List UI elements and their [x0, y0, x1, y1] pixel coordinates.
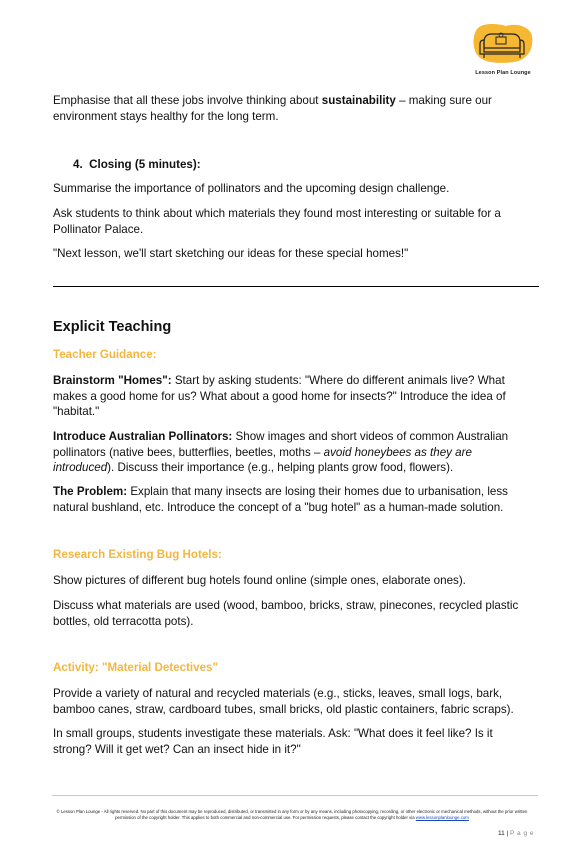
brainstorm-label: Brainstorm "Homes": [53, 374, 172, 387]
activity-heading: Activity: "Material Detectives" [53, 661, 218, 674]
activity-p2: In small groups, students investigate these materials. Ask: "What does it feel like? Is it strong? Will it get wet? Can an insect hide in it?" [53, 727, 493, 756]
brainstorm-text: Start by asking students: "Where do different animals live? What makes a good home for us? What about a good home for insects?" Introduce the idea of "habitat." [53, 374, 506, 418]
logo-text: Lesson Plan Lounge [475, 70, 531, 76]
sustainability-paragraph [53, 93, 523, 124]
closing-p1: Summarise the importance of pollinators and the upcoming design challenge. [53, 182, 450, 195]
teacher-guidance-heading: Teacher Guidance: [53, 348, 157, 361]
closing-heading [73, 158, 201, 171]
problem-label: The Problem: [53, 485, 128, 498]
brainstorm-paragraph [53, 373, 523, 420]
research-p1: Show pictures of different bug hotels found online (simple ones, elaborate ones). [53, 574, 466, 587]
page-number-value: 11 [497, 830, 505, 837]
activity-p1: Provide a variety of natural and recycled materials (e.g., sticks, leaves, small logs, bark, bamboo canes, straw, cardboard tubes, small bricks, old plastic containers, fabric scraps). [53, 687, 514, 716]
footer-legal [52, 809, 532, 821]
page-number-sep: | [504, 830, 511, 837]
problem-paragraph [53, 484, 523, 515]
pollinators-paragraph [53, 429, 523, 476]
intro-bold: sustainability [321, 94, 396, 107]
pollinators-italic: avoid honeybees as they are introduced [53, 445, 472, 474]
footer-website-link[interactable]: www.lessonplanlounge.com [415, 815, 469, 820]
pollinators-text: Show images and short videos of common Australian pollinators (native bees, butterflies, beetles, moths – [53, 430, 509, 459]
closing-heading-text: Closing (5 minutes): [89, 158, 201, 171]
problem-text: Explain that many insects are losing their homes due to urbanisation, less natural bushland, etc. Introduce the concept of a "bug hotel" as a human-made solution. [53, 485, 508, 514]
lounge-chair-icon [470, 22, 536, 64]
footer-legal-text: © Lesson Plan Lounge - All rights reserved. No part of this document may be reproduced, distributed, or transmitted in any form or by any means, including photocopying, recording, or other electronic or mechanical methods, without the prior written permission of the copyright holder. This applies to both commercial and non-commercial use. For permission requests, please contact the copyright holder via [56, 809, 528, 820]
list-number: 4. [73, 158, 83, 171]
page-number [498, 830, 534, 837]
research-heading: Research Existing Bug Hotels: [53, 548, 222, 561]
footer-divider [52, 795, 538, 796]
intro-text: Emphasise that all these jobs involve thinking about [53, 94, 322, 107]
research-p2: Discuss what materials are used (wood, bamboo, bricks, straw, pinecones, recycled plastic bottles, old terracotta pots). [53, 599, 519, 628]
closing-p3: "Next lesson, we'll start sketching our ideas for these special homes!" [53, 247, 409, 260]
closing-p2: Ask students to think about which materials they found most interesting or suitable for a Pollinator Palace. [53, 207, 501, 236]
section-title: Explicit Teaching [53, 319, 172, 335]
brand-logo [470, 22, 536, 74]
pollinators-label: Introduce Australian Pollinators: [53, 430, 233, 443]
pollinators-text-end: ). Discuss their importance (e.g., helping plants grow food, flowers). [107, 461, 454, 474]
page-word: P a g e [510, 830, 534, 837]
intro-text-end: – making sure our environment stays healthy for the long term. [53, 94, 492, 123]
section-divider [53, 286, 539, 287]
